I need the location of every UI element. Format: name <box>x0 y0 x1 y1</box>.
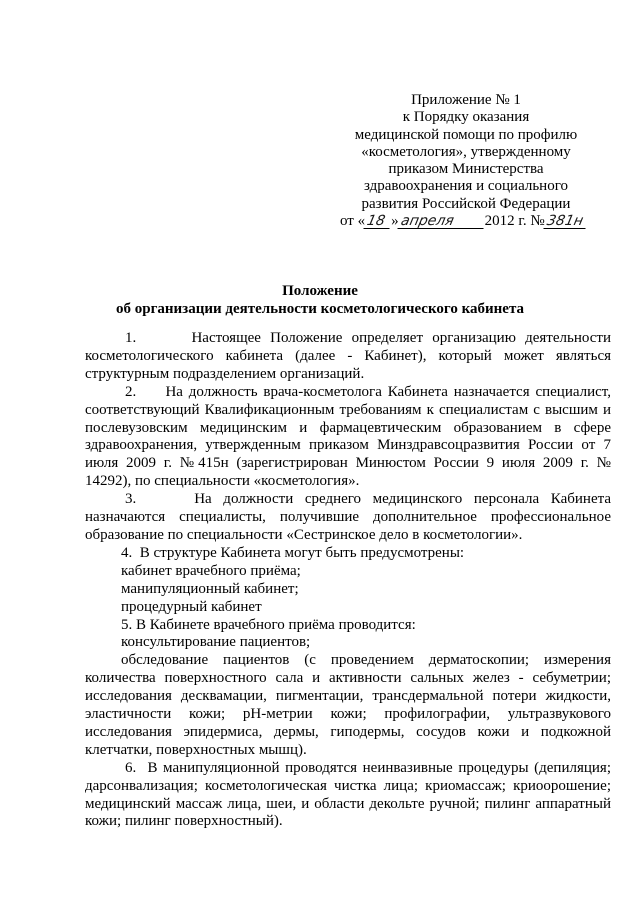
paragraph-5-item-consultation: консультирование пациентов; <box>121 634 311 651</box>
order-date-line <box>330 213 602 230</box>
paragraph-5-item-examination: обследование пациентов (с проведением дерматоскопии; измерения количества поверхностного сала и активности сальных желез - себуметрии; исследования десквамации, пигментации, трансдермальной потери жидкости, эластичности кожи; pH-метрии кожи; профилографии, ультразвукового исследования эпидермиса, дермы, гиподермы, сосудов кожи и подкожной клетчатки, поверхностных мышц). <box>85 652 611 758</box>
document-title: Положение <box>282 283 358 299</box>
header-line-4: «косметология», утвержденному <box>361 143 571 160</box>
header-line-5: приказом Министерства <box>388 161 544 178</box>
paragraph-4: 4. В структуре Кабинета могут быть предусмотрены: <box>121 544 465 561</box>
header-line-3: медицинской помощи по профилю <box>354 126 578 143</box>
paragraph-2: 2. На должность врача-косметолога Кабинета назначается специалист, соответствующий Квалификационным требованиям к специалистам с высшим и послевузовским медицинским и фармацевтическим образованием в сфере здравоохранения, утвержденным приказом Минздравсоцразвития России от 7 июля 2009 г. №415н (зарегистрирован Минюстом России 9 июля 2009 г. № 14292), по специальности «косметология». <box>85 383 611 490</box>
document-subtitle: об организации деятельности косметологического кабинета <box>115 301 524 317</box>
document-body <box>85 330 611 831</box>
header-line-1: Приложение № 1 <box>411 92 521 108</box>
handwritten-day: 18 <box>364 214 393 229</box>
paragraph-4-item: манипуляционный кабинет; <box>121 580 299 597</box>
appendix-header <box>330 92 602 230</box>
date-mid: » <box>391 213 399 230</box>
header-line-2: к Порядку оказания <box>402 109 530 126</box>
header-line-7: развития Российской Федерации <box>361 195 571 212</box>
header-line-6: здравоохранения и социального <box>363 178 568 195</box>
paragraph-4-item: кабинет врачебного приёма; <box>121 562 301 579</box>
handwritten-order-number: 381н <box>543 214 588 229</box>
handwritten-month: апреля <box>397 214 486 229</box>
paragraph-5: 5. В Кабинете врачебного приёма проводится: <box>121 616 416 633</box>
paragraph-3: 3. На должности среднего медицинского персонала Кабинета назначаются специалисты, получившие дополнительное профессиональное образование по специальности «Сестринское дело в косметологии». <box>85 491 611 543</box>
date-year: 2012 г. № <box>484 213 545 230</box>
date-prefix: от « <box>340 213 366 230</box>
paragraph-1: 1. Настоящее Положение определяет организацию деятельности косметологического кабинета (далее - Кабинет), который может являться структурным подразделением организаций. <box>85 330 611 382</box>
paragraph-4-item: процедурный кабинет <box>121 598 262 615</box>
paragraph-6: 6. В манипуляционной проводятся неинвазивные процедуры (депиляция; дарсонвализация; косметологическая чистка лица; криомассаж; криоорошение; медицинский массаж лица, шеи, и области декольте ручной; пилинг аппаратный кожи; пилинг поверхностный). <box>85 759 611 830</box>
